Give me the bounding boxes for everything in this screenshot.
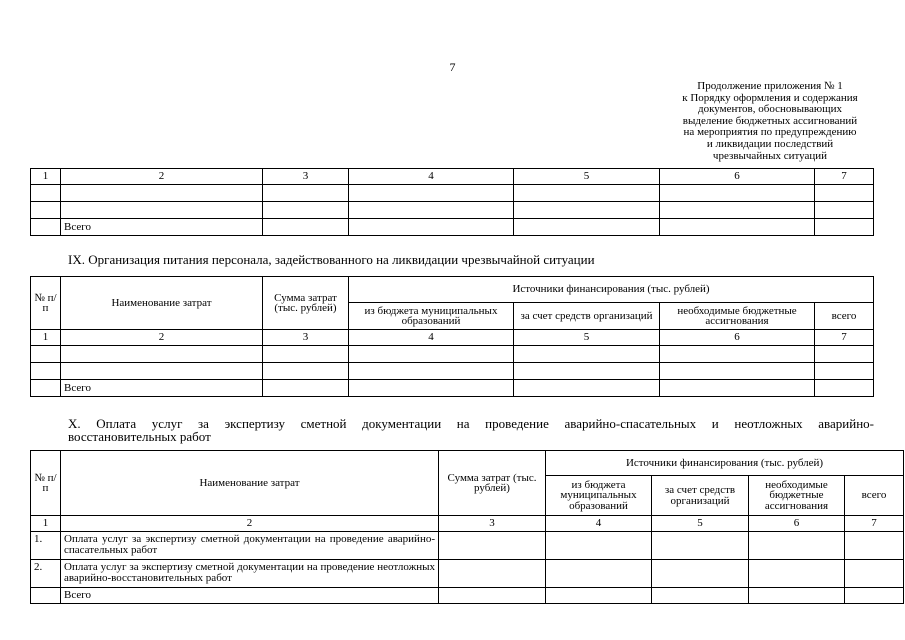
header-orgs: за счет средств организаций [514,303,660,330]
col-number: 4 [546,516,652,532]
header-name: Наименование затрат [61,277,263,330]
col-number: 3 [263,169,349,185]
total-label: Всего [61,219,263,236]
table-row [31,185,874,202]
row-name: Оплата услуг за экспертизу сметной документации на проведение неотложных аварийно-восстановительных работ [61,560,439,588]
header-num: № п/п [31,451,61,516]
total-label: Всего [61,588,439,604]
row-name: Оплата услуг за экспертизу сметной документации на проведение аварийно-спасательных работ [61,532,439,560]
header-needed: необходимые бюджетные ассигнования [660,303,815,330]
section-9-title: IX. Организация питания персонала, задействованного на ликвидации чрезвычайной ситуации [68,252,595,267]
section-10-title-line2: восстановительных работ [68,429,211,444]
header-orgs: за счет средств организаций [652,476,749,516]
col-number: 4 [349,169,514,185]
header-municipal: из бюджета муниципальных образований [546,476,652,516]
column-number-row [31,516,904,532]
header-sum: Сумма затрат (тыс. рублей) [263,277,349,330]
table-row [31,363,874,380]
annex-header [630,81,905,162]
col-number: 2 [61,330,263,346]
col-number: 3 [439,516,546,532]
annex-line: на мероприятия по предупреждению [683,126,857,139]
annex-line: Продолжение приложения № 1 [697,80,843,92]
col-number: 6 [660,330,815,346]
header-name: Наименование затрат [61,451,439,516]
row-number: 1. [31,532,61,560]
table-row [31,202,874,219]
header-sum: Сумма затрат (тыс. рублей) [439,451,546,516]
annex-line: документов, обосновывающих [698,103,842,116]
col-number: 1 [31,169,61,185]
header-needed: необходимые бюджетные ассигнования [749,476,845,516]
col-number: 3 [263,330,349,346]
header-total: всего [815,303,874,330]
header-sources: Источники финансирования (тыс. рублей) [349,277,874,303]
table-section-10 [30,450,904,604]
col-number: 5 [514,169,660,185]
col-number: 5 [652,516,749,532]
total-row [31,588,904,604]
col-number: 6 [660,169,815,185]
annex-line: чрезвычайных ситуаций [712,149,828,162]
column-number-row [31,330,874,346]
total-row [31,380,874,397]
annex-line: к Порядку оформления и содержания [682,91,858,104]
row-number: 2. [31,560,61,588]
header-municipal: из бюджета муниципальных образований [349,303,514,330]
col-number: 7 [845,516,904,532]
table-row [31,560,904,588]
col-number: 6 [749,516,845,532]
annex-line: и ликвидации последствий [706,137,834,150]
column-number-row [31,169,874,185]
col-number: 7 [815,330,874,346]
col-number: 4 [349,330,514,346]
section-10-title-line1: X. Оплата услуг за экспертизу сметной документации на проведение аварийно-спасательных и неотложных аварийно- [68,416,874,431]
col-number: 2 [61,169,263,185]
annex-line: выделение бюджетных ассигнований [682,114,858,127]
table-section-9 [30,276,874,397]
table-row [31,346,874,363]
header-total: всего [845,476,904,516]
col-number: 1 [31,330,61,346]
total-label: Всего [61,380,263,397]
header-num: № п/п [31,277,61,330]
table-continuation [30,168,874,236]
col-number: 5 [514,330,660,346]
header-sources: Источники финансирования (тыс. рублей) [546,451,904,476]
col-number: 1 [31,516,61,532]
col-number: 2 [61,516,439,532]
col-number: 7 [815,169,874,185]
page-number: 7 [449,60,456,74]
table-row [31,532,904,560]
total-row [31,219,874,236]
